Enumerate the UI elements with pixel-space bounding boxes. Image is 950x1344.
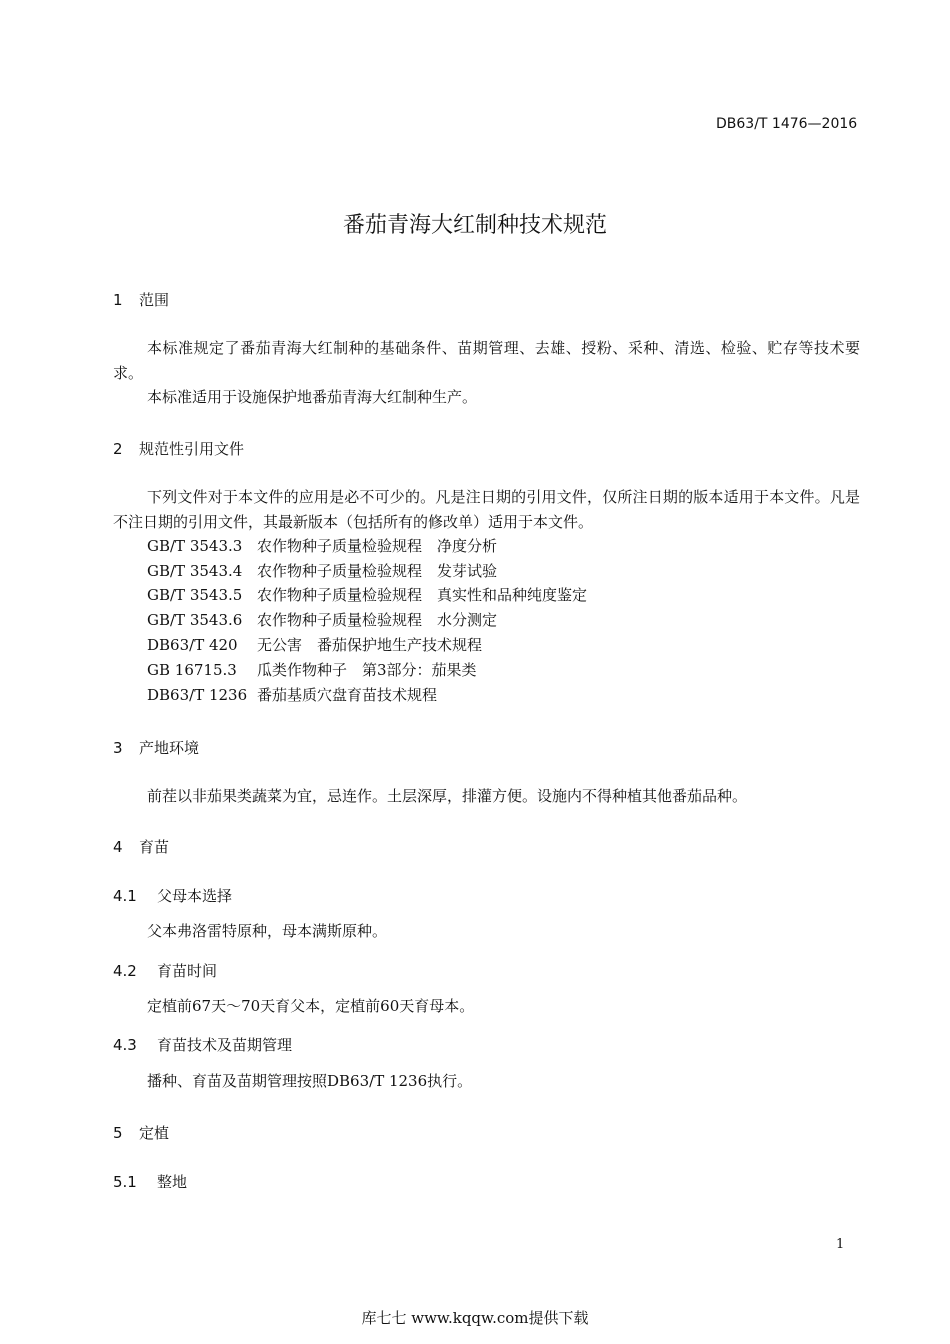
- subsection-4-2-text: 定植前67天～70天育父本，定植前60天育母本。: [147, 997, 475, 1015]
- reference-code: GB/T 3543.4: [147, 562, 243, 580]
- subsection-title: 父母本选择: [157, 887, 233, 905]
- section-1-paragraph-2: 本标准适用于设施保护地番茄青海大红制种生产。: [147, 388, 478, 406]
- section-3-paragraph-1: 前茬以非茄果类蔬菜为宜，忌连作。土层深厚，排灌方便。设施内不得种植其他番茄品种。: [147, 787, 748, 805]
- reference-code: DB63/T 1236: [147, 686, 248, 704]
- section-title: 育苗: [139, 838, 170, 856]
- standard-code: DB63/T 1476—2016: [716, 116, 858, 132]
- subsection-5-1-heading: [113, 1171, 187, 1192]
- subsection-number: 5.1: [113, 1173, 137, 1191]
- section-3-heading: [113, 737, 199, 758]
- subsection-title: 育苗技术及苗期管理: [157, 1036, 293, 1054]
- reference-name: 无公害 番茄保护地生产技术规程: [257, 636, 483, 654]
- subsection-4-1-text: 父本弗洛雷特原种，母本满斯原种。: [147, 922, 388, 940]
- section-title: 规范性引用文件: [139, 440, 245, 458]
- reference-code: GB/T 3543.6: [147, 611, 243, 629]
- section-number: 1: [113, 291, 123, 309]
- page-number: 1: [836, 1237, 845, 1252]
- section-4-heading: [113, 836, 169, 857]
- reference-item: [147, 634, 482, 655]
- subsection-4-3-heading: [113, 1034, 292, 1055]
- reference-item: [147, 684, 437, 705]
- reference-item: [147, 535, 497, 556]
- reference-code: GB 16715.3: [147, 661, 237, 679]
- section-title: 定植: [139, 1124, 170, 1142]
- section-number: 4: [113, 838, 123, 856]
- subsection-number: 4.1: [113, 887, 137, 905]
- section-2-heading: [113, 438, 244, 459]
- section-title: 范围: [139, 291, 170, 309]
- section-number: 2: [113, 440, 123, 458]
- reference-item: [147, 584, 587, 605]
- reference-name: 农作物种子质量检验规程 净度分析: [257, 537, 498, 555]
- reference-code: GB/T 3543.5: [147, 586, 243, 604]
- section-1-paragraph-1: 本标准规定了番茄青海大红制种的基础条件、苗期管理、去雄、授粉、采种、清选、检验、贮存等技术要求。: [113, 339, 860, 382]
- reference-name: 农作物种子质量检验规程 发芽试验: [257, 562, 498, 580]
- reference-name: 农作物种子质量检验规程 真实性和品种纯度鉴定: [257, 586, 588, 604]
- subsection-4-3-text: 播种、育苗及苗期管理按照DB63/T 1236执行。: [147, 1072, 473, 1090]
- reference-code: GB/T 3543.3: [147, 537, 243, 555]
- section-number: 3: [113, 739, 123, 757]
- subsection-title: 整地: [157, 1173, 188, 1191]
- reference-code: DB63/T 420: [147, 636, 238, 654]
- section-title: 产地环境: [139, 739, 200, 757]
- subsection-4-1-heading: [113, 885, 232, 906]
- subsection-4-2-heading: [113, 960, 217, 981]
- subsection-number: 4.3: [113, 1036, 137, 1054]
- document-title: 番茄青海大红制种技术规范: [342, 213, 607, 238]
- reference-item: [147, 609, 497, 630]
- subsection-title: 育苗时间: [157, 962, 218, 980]
- section-2-paragraph-1: 下列文件对于本文件的应用是必不可少的。凡是注日期的引用文件，仅所注日期的版本适用于本文件。凡是不注日期的引用文件，其最新版本（包括所有的修改单）适用于本文件。: [113, 488, 860, 531]
- reference-name: 瓜类作物种子 第3部分：茄果类: [257, 661, 477, 679]
- reference-name: 农作物种子质量检验规程 水分测定: [257, 611, 498, 629]
- section-number: 5: [113, 1124, 123, 1142]
- section-5-heading: [113, 1122, 169, 1143]
- reference-item: [147, 560, 497, 581]
- section-1-heading: [113, 289, 169, 310]
- reference-name: 番茄基质穴盘育苗技术规程: [257, 686, 438, 704]
- reference-item: [147, 659, 477, 680]
- subsection-number: 4.2: [113, 962, 137, 980]
- download-footer: 库七七 www.kqqw.com提供下载: [361, 1309, 589, 1327]
